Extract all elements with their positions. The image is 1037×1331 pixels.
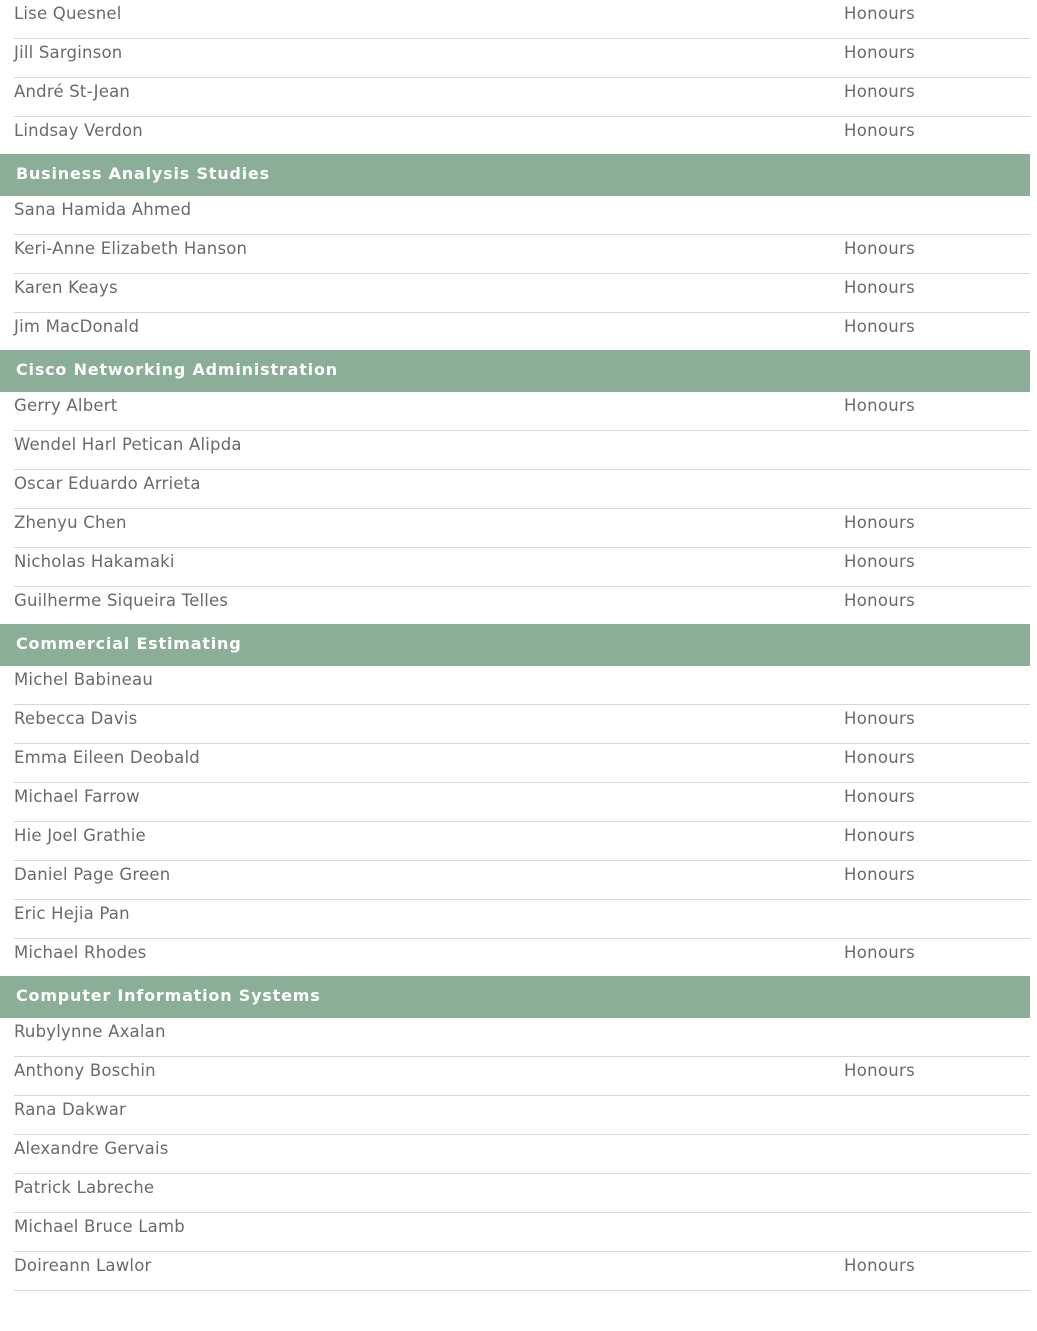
graduate-name: Alexandre Gervais [14,1139,169,1158]
list-item [14,431,1030,470]
program-header [0,976,1030,1018]
list-item [14,861,1030,900]
list-item [14,1057,1030,1096]
program-title: Cisco Networking Administration [16,360,338,379]
program-title: Commercial Estimating [16,634,242,653]
graduate-name: Patrick Labreche [14,1178,155,1197]
graduate-name: Michael Bruce Lamb [14,1217,185,1236]
honours-label: Honours [844,513,915,532]
honours-label: Honours [844,82,915,101]
list-item [14,470,1030,509]
honours-label: Honours [844,865,915,884]
honours-label: Honours [844,278,915,297]
graduate-name: Guilherme Siqueira Telles [14,591,229,610]
list-item [14,196,1030,235]
graduate-name: Lindsay Verdon [14,121,143,140]
graduate-name: Sana Hamida Ahmed [14,200,192,219]
graduate-name: Daniel Page Green [14,865,171,884]
list-item [14,1018,1030,1057]
graduate-name: Keri-Anne Elizabeth Hanson [14,239,248,258]
list-item [14,274,1030,313]
graduate-name: Hie Joel Grathie [14,826,146,845]
list-item [14,666,1030,705]
list-item [14,117,1030,155]
honours-label: Honours [844,1061,915,1080]
graduate-name: Gerry Albert [14,396,118,415]
honours-label: Honours [844,239,915,258]
graduate-name: Lise Quesnel [14,4,122,23]
list-item [14,1174,1030,1213]
list-item [14,509,1030,548]
list-item [14,705,1030,744]
list-item [14,39,1030,78]
graduate-name: Zhenyu Chen [14,513,127,532]
graduate-name: André St-Jean [14,82,131,101]
list-item [14,1252,1030,1291]
list-item [14,1213,1030,1252]
list-item [14,78,1030,117]
list-item [14,0,1030,39]
graduate-name: Michel Babineau [14,670,153,689]
list-item [14,1096,1030,1135]
list-item [14,744,1030,783]
honours-label: Honours [844,121,915,140]
list-item [14,900,1030,939]
honours-label: Honours [844,317,915,336]
honours-label: Honours [844,826,915,845]
program-header [0,624,1030,666]
list-item [14,1135,1030,1174]
honours-label: Honours [844,591,915,610]
graduate-name: Wendel Harl Petican Alipda [14,435,242,454]
graduate-name: Michael Farrow [14,787,140,806]
graduate-name: Rebecca Davis [14,709,138,728]
honours-label: Honours [844,787,915,806]
honours-label: Honours [844,43,915,62]
list-item [14,587,1030,625]
honours-label: Honours [844,4,915,23]
list-item [14,235,1030,274]
list-item [14,392,1030,431]
graduate-name: Oscar Eduardo Arrieta [14,474,201,493]
list-item [14,822,1030,861]
honours-label: Honours [844,709,915,728]
graduate-name: Nicholas Hakamaki [14,552,175,571]
graduate-name: Emma Eileen Deobald [14,748,200,767]
graduate-name: Michael Rhodes [14,943,147,962]
honours-label: Honours [844,396,915,415]
honours-label: Honours [844,943,915,962]
list-item [14,548,1030,587]
honours-label: Honours [844,748,915,767]
honours-label: Honours [844,552,915,571]
program-title: Business Analysis Studies [16,164,270,183]
graduate-name: Jill Sarginson [14,43,123,62]
graduate-name: Karen Keays [14,278,118,297]
graduate-name: Doireann Lawlor [14,1256,152,1275]
honours-label: Honours [844,1256,915,1275]
program-title: Computer Information Systems [16,986,321,1005]
graduate-name: Anthony Boschin [14,1061,156,1080]
list-item [14,313,1030,351]
graduate-name: Jim MacDonald [14,317,140,336]
graduate-name: Eric Hejia Pan [14,904,130,923]
graduate-name: Rubylynne Axalan [14,1022,166,1041]
program-header [0,350,1030,392]
list-item [14,939,1030,977]
program-header [0,154,1030,196]
list-item [14,783,1030,822]
graduate-name: Rana Dakwar [14,1100,126,1119]
